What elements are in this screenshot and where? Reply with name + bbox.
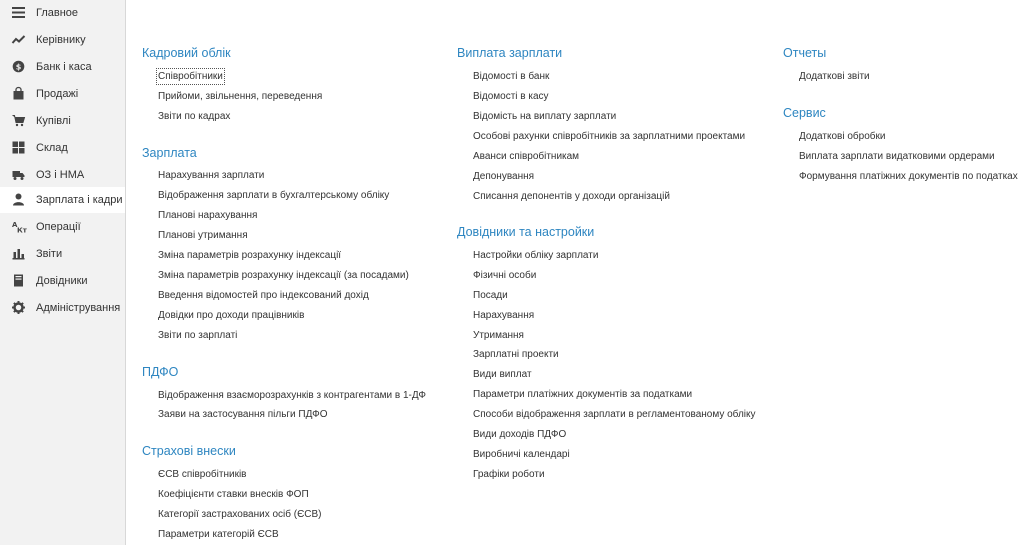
- sidebar-item-label: ОЗ і НМА: [36, 169, 85, 181]
- cart-icon: [12, 114, 25, 127]
- section-title-salary: Зарплата: [142, 146, 197, 160]
- section-title-hr: Кадровий облік: [142, 46, 231, 60]
- link-indexation-params[interactable]: Зміна параметрів розрахунку індексації: [158, 250, 342, 261]
- link-payment-types[interactable]: Види виплат: [473, 369, 532, 380]
- link-salary-accounting[interactable]: Відображення зарплати в бухгалтерському обліку: [158, 190, 390, 201]
- sidebar-item-directories[interactable]: [0, 268, 125, 294]
- link-bank-statements[interactable]: Відомості в банк: [473, 71, 550, 82]
- link-work-schedules[interactable]: Графіки роботи: [473, 469, 545, 480]
- link-additional-processing[interactable]: Додаткові обробки: [799, 131, 886, 142]
- link-advances[interactable]: Аванси співробітникам: [473, 151, 580, 162]
- grid-icon: [12, 141, 25, 154]
- sidebar-item-label: Довідники: [36, 275, 88, 287]
- sidebar-item-fixed-assets[interactable]: [0, 162, 125, 188]
- sidebar-item-label: Звіти: [36, 248, 63, 260]
- link-salary-reflection-methods[interactable]: Способи відображення зарплати в регламентованому обліку: [473, 409, 756, 420]
- sidebar-item-administration[interactable]: [0, 295, 125, 321]
- main-content: [126, 0, 1024, 545]
- link-individuals[interactable]: Фізичні особи: [473, 270, 537, 281]
- link-accruals[interactable]: Нарахування: [473, 310, 535, 321]
- svg-text:$: $: [15, 62, 22, 72]
- link-insured-categories[interactable]: Категорії застрахованих осіб (ЄСВ): [158, 509, 322, 520]
- link-additional-reports[interactable]: Додаткові звіти: [799, 71, 870, 82]
- link-planned-accruals[interactable]: Планові нарахування: [158, 210, 258, 221]
- sidebar-item-label: Продажі: [36, 88, 79, 100]
- link-indexed-income[interactable]: Введення відомостей про індексований дохід: [158, 290, 369, 301]
- link-hiring-transfers[interactable]: Прийоми, звільнення, переведення: [158, 91, 323, 102]
- link-salary-accrual[interactable]: Нарахування зарплати: [158, 170, 265, 181]
- link-hr-reports[interactable]: Звіти по кадрах: [158, 111, 231, 122]
- link-payout-statement[interactable]: Відомість на виплату зарплати: [473, 111, 617, 122]
- sidebar-item-salary-hr[interactable]: [0, 187, 125, 213]
- sidebar-item-label: Банк і каса: [36, 61, 92, 73]
- link-personal-accounts[interactable]: Особові рахунки співробітників за зарплатними проектами: [473, 131, 746, 142]
- link-salary-reports[interactable]: Звіти по зарплаті: [158, 330, 238, 341]
- link-production-calendars[interactable]: Виробничі календарі: [473, 449, 570, 460]
- section-title-insurance: Страхові внески: [142, 444, 236, 458]
- sidebar-item-manager[interactable]: [0, 27, 125, 53]
- link-positions[interactable]: Посади: [473, 290, 508, 301]
- sidebar-item-label: Операції: [36, 221, 81, 233]
- link-fop-coefficients[interactable]: Коефіцієнти ставки внесків ФОП: [158, 489, 309, 500]
- sidebar-item-sales[interactable]: [0, 81, 125, 107]
- truck-icon: [12, 168, 25, 181]
- section-title-payout: Виплата зарплати: [457, 46, 563, 60]
- link-salary-settings[interactable]: Настройки обліку зарплати: [473, 250, 599, 261]
- link-esv-category-params[interactable]: Параметри категорій ЄСВ: [158, 529, 279, 540]
- link-planned-deductions[interactable]: Планові утримання: [158, 230, 248, 241]
- link-income-certificates[interactable]: Довідки про доходи працівників: [158, 310, 305, 321]
- section-title-service: Сервис: [783, 106, 826, 120]
- sidebar-item-label: Адміністрування: [36, 302, 121, 314]
- sidebar-item-purchases[interactable]: [0, 108, 125, 134]
- sidebar-item-operations[interactable]: [0, 214, 125, 240]
- section-title-reports: Отчеты: [783, 46, 827, 60]
- sidebar-item-warehouse[interactable]: [0, 135, 125, 161]
- menu-lines-icon: [12, 6, 25, 19]
- link-pdfo-income-types[interactable]: Види доходів ПДФО: [473, 429, 567, 440]
- link-tax-payment-docs[interactable]: Формування платіжних документів по податках: [799, 171, 1018, 182]
- svg-text:A: A: [12, 221, 18, 229]
- link-pdfo-benefit-claims[interactable]: Заяви на застосування пільги ПДФО: [158, 409, 328, 420]
- link-1df-settlements[interactable]: Відображення взаєморозрахунків з контрагентами в 1-ДФ: [158, 390, 426, 401]
- sidebar-item-reports[interactable]: [0, 241, 125, 267]
- section-title-pdfo: ПДФО: [142, 365, 179, 379]
- operations-icon: [12, 220, 25, 233]
- sidebar-item-label: Керівнику: [36, 34, 86, 46]
- link-employees[interactable]: Співробітники: [158, 71, 223, 82]
- bar-chart-icon: [12, 247, 25, 260]
- link-esv-employees[interactable]: ЄСВ співробітників: [158, 469, 247, 480]
- shopping-bag-icon: [12, 87, 25, 100]
- link-indexation-params-positions[interactable]: Зміна параметрів розрахунку індексації (за посадами): [158, 270, 409, 281]
- link-salary-projects[interactable]: Зарплатні проекти: [473, 349, 559, 360]
- gear-icon: [12, 301, 25, 314]
- link-deductions[interactable]: Утримання: [473, 330, 524, 341]
- coin-icon: [12, 60, 25, 73]
- link-cash-statements[interactable]: Відомості в касу: [473, 91, 549, 102]
- section-title-refs: Довідники та настройки: [457, 225, 595, 239]
- person-icon: [12, 193, 25, 206]
- sidebar: [0, 0, 126, 545]
- link-depositor-writeoff[interactable]: Списання депонентів у доходи організацій: [473, 191, 670, 202]
- sidebar-item-label: Склад: [36, 142, 68, 154]
- book-icon: [12, 274, 25, 287]
- link-tax-payment-params[interactable]: Параметри платіжних документів за податками: [473, 389, 693, 400]
- sidebar-item-label: Купівлі: [36, 115, 71, 127]
- sidebar-item-label: Зарплата і кадри: [36, 194, 123, 206]
- sidebar-item-bank[interactable]: [0, 54, 125, 80]
- link-depositing[interactable]: Депонування: [473, 171, 535, 182]
- sidebar-item-main[interactable]: [0, 0, 125, 26]
- trend-icon: [12, 33, 25, 46]
- sidebar-item-label: Главное: [36, 7, 79, 19]
- svg-text:Кт: Кт: [17, 226, 27, 235]
- link-cash-order-payout[interactable]: Виплата зарплати видатковими ордерами: [799, 151, 995, 162]
